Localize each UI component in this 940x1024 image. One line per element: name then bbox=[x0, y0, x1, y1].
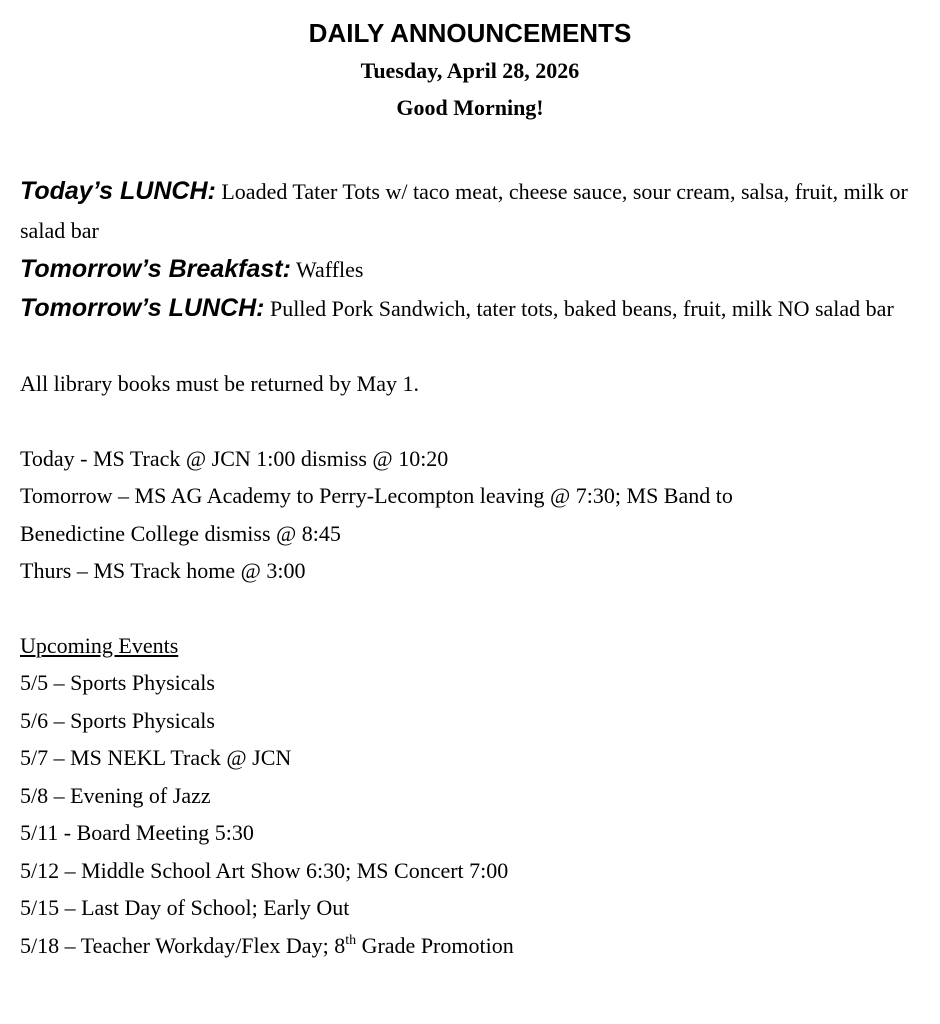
spacer bbox=[20, 126, 920, 172]
schedule-list bbox=[20, 440, 920, 590]
spacer bbox=[20, 590, 920, 627]
tomorrow-breakfast-label: Tomorrow’s Breakfast: bbox=[20, 255, 291, 283]
event-item: 5/15 – Last Day of School; Early Out bbox=[20, 895, 350, 920]
tomorrow-lunch bbox=[20, 289, 920, 328]
tomorrow-breakfast bbox=[20, 250, 920, 289]
schedule-item: Today - MS Track @ JCN 1:00 dismiss @ 10:20 bbox=[20, 445, 449, 471]
spacer bbox=[20, 328, 920, 365]
event-item: 5/11 - Board Meeting 5:30 bbox=[20, 820, 254, 845]
today-lunch bbox=[20, 172, 920, 250]
tomorrow-breakfast-text: Waffles bbox=[290, 257, 364, 282]
library-notice: All library books must be returned by May 1. bbox=[20, 371, 419, 396]
announcement-document bbox=[20, 14, 920, 964]
schedule-item: Thurs – MS Track home @ 3:00 bbox=[20, 558, 306, 583]
announcements-body bbox=[20, 328, 920, 964]
event-item: 5/8 – Evening of Jazz bbox=[20, 782, 211, 808]
event-item bbox=[20, 927, 920, 965]
announcement-header bbox=[20, 14, 920, 126]
event-item: 5/12 – Middle School Art Show 6:30; MS Concert 7:00 bbox=[20, 857, 509, 883]
schedule-item: Tomorrow – MS AG Academy to Perry-Lecompton leaving @ 7:30; MS Band to bbox=[20, 483, 733, 508]
event-item: 5/7 – MS NEKL Track @ JCN bbox=[20, 745, 292, 770]
tomorrow-lunch-label: Tomorrow’s LUNCH: bbox=[20, 294, 265, 322]
event-text: 5/18 – Teacher Workday/Flex Day; 8 bbox=[20, 932, 346, 958]
spacer bbox=[20, 403, 920, 440]
tomorrow-lunch-text: Pulled Pork Sandwich, tater tots, baked beans, fruit, milk NO salad bar bbox=[264, 296, 894, 321]
announcement-date: Tuesday, April 28, 2026 bbox=[360, 58, 580, 83]
today-lunch-label: Today’s LUNCH: bbox=[20, 177, 216, 205]
event-text: Grade Promotion bbox=[356, 932, 514, 958]
page-title: DAILY ANNOUNCEMENTS bbox=[308, 18, 632, 48]
upcoming-events-heading: Upcoming Events bbox=[20, 632, 179, 658]
menu-section bbox=[20, 172, 920, 328]
event-item: 5/6 – Sports Physicals bbox=[20, 707, 215, 733]
schedule-item: Benedictine College dismiss @ 8:45 bbox=[20, 520, 341, 546]
today-lunch-text: Loaded Tater Tots w/ taco meat, cheese sauce, sour cream, salsa, fruit, milk or salad bar bbox=[20, 179, 908, 243]
upcoming-events bbox=[20, 627, 920, 965]
greeting: Good Morning! bbox=[396, 95, 544, 120]
event-item: 5/5 – Sports Physicals bbox=[20, 670, 215, 695]
ordinal-suffix: th bbox=[345, 932, 357, 948]
